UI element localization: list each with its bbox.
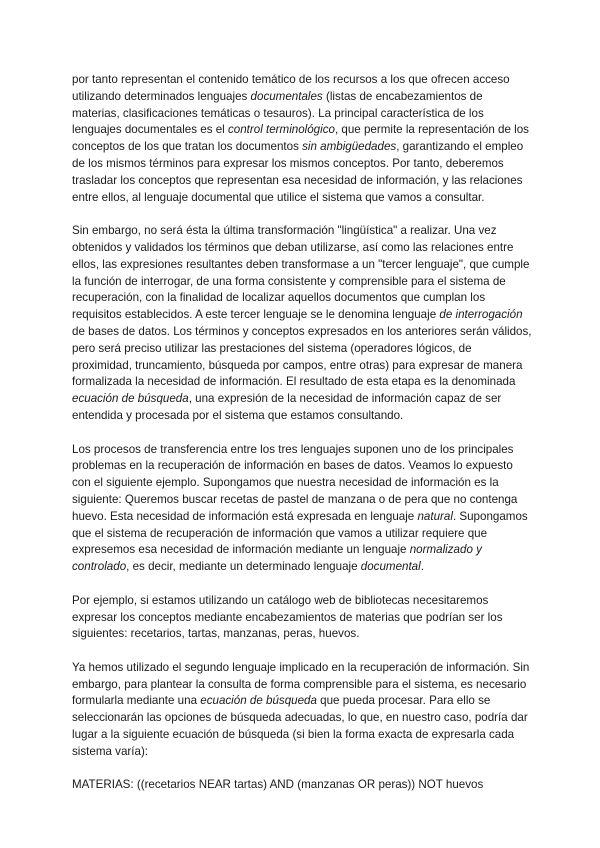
search-equation <box>72 777 532 794</box>
text-run: por tanto representan el contenido temático de los recursos a los que ofrecen acceso utilizando determinados lenguajes <box>72 73 510 103</box>
text-run: que pueda procesar. Para ello se seleccionarán las opciones de búsqueda adecuadas, lo que, en nuestro caso, podría dar lugar a la siguiente ecuación de búsqueda (si bien la forma exacta de expresarla cada sistema varía): <box>72 694 528 758</box>
text-run: . Supongamos que el sistema de recuperación de información que vamos a utilizar requiere que expresemos esa necesidad de información mediante un lenguaje <box>72 509 528 557</box>
text-run: (listas de encabezamientos de materias, clasificaciones temáticas o tesauros). La principal característica de los lenguajes documentales es el <box>72 89 484 137</box>
italic-term: sin ambigüedades <box>302 140 397 154</box>
text-run: , que permite la representación de los conceptos de los que tratan los documentos <box>72 123 529 154</box>
text-run: Ya hemos utilizado el segundo lenguaje implicado en la recuperación de información. Sin embargo, para plantear la consulta de forma comprensible para el sistema, es necesario formularla mediante una <box>72 660 530 708</box>
italic-term: natural <box>417 509 453 523</box>
text-run: Los procesos de transferencia entre los tres lenguajes suponen uno de los principales problemas en la recuperación de información en bases de datos. Veamos lo expuesto con el siguiente ejemplo. Supongamos que nuestra necesidad de información es la siguiente: Queremos buscar recetas de pastel de manzana o de pera que no contenga huevo. Esta necesidad de información está expresada en lenguaje <box>72 442 518 523</box>
italic-term: normalizado y controlado <box>72 543 482 574</box>
paragraph-1 <box>72 72 532 206</box>
paragraph-2 <box>72 223 532 425</box>
italic-term: documentales <box>250 89 323 103</box>
paragraph-5 <box>72 660 532 761</box>
text-run: . <box>420 560 424 574</box>
text-run: de bases de datos. Los términos y conceptos expresados en los anteriores serán válidos, pero será preciso utilizar las prestaciones del sistema (operadores lógicos, de proximidad, truncamiento, búsqueda por campos, entre otras) para expresar de manera formalizada la necesidad de información. El resultado de esta etapa es la denominada <box>72 324 532 389</box>
italic-term: documental <box>360 560 421 574</box>
text-run: Sin embargo, no será ésta la última transformación "lingüística" a realizar. Una vez obtenidos y validados los términos que deban utilizarse, así como las relaciones entre ellos, las expresiones resultantes deben transformase a un "tercer lenguaje", que cumple la función de interrogar, de una forma consistente y comprensible para el sistema de recuperación, con la finalidad de localizar aquellos documentos que cumplan los requisitos establecidos. A este tercer lenguaje se le denomina lenguaje <box>72 224 530 322</box>
text-run: MATERIAS: ((recetarios NEAR tartas) AND (manzanas OR peras)) NOT huevos <box>72 778 484 792</box>
italic-term: ecuación de búsqueda <box>200 694 317 708</box>
text-run: , una expresión de la necesidad de información capaz de ser entendida y procesada por el sistema que estamos consultando. <box>72 392 502 422</box>
document-page <box>72 72 532 811</box>
italic-term: control terminológico <box>227 123 335 137</box>
text-run: Por ejemplo, si estamos utilizando un catálogo web de bibliotecas necesitaremos expresar los conceptos mediante encabezamientos de materias que podrían ser los siguientes: recetarios, tartas, manzanas, peras, huevos. <box>72 593 503 641</box>
text-run: , es decir, mediante un determinado lenguaje <box>126 560 361 574</box>
italic-term: ecuación de búsqueda <box>72 392 189 406</box>
text-run: , garantizando el empleo de los mismos términos para expresar los mismos conceptos. Por tanto, deberemos trasladar los conceptos que representan esa necesidad de información, y las relaciones entre ellos, al lenguaje documental que utilice el sistema que vamos a consultar. <box>72 140 524 204</box>
italic-term: de interrogación <box>439 308 523 322</box>
paragraph-3 <box>72 442 532 576</box>
paragraph-4 <box>72 593 532 643</box>
